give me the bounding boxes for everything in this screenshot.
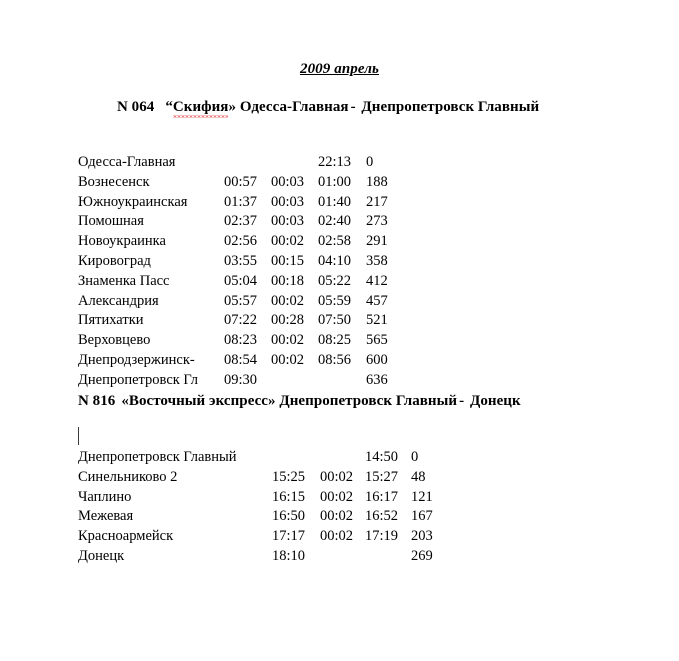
- stop-duration: 00:02: [320, 528, 354, 545]
- stop-duration: 00:02: [271, 351, 305, 368]
- stop-duration: 00:28: [271, 312, 305, 329]
- stop-departure: 05:22: [318, 272, 352, 289]
- stop-station: Днепропетровск Главный: [78, 449, 237, 465]
- stop-station: Красноармейск: [78, 528, 174, 545]
- train-name-816: «Восточный экспресс»: [121, 393, 276, 409]
- train-destination-064: Днепропетровск Главный: [361, 99, 540, 115]
- stop-distance: 358: [366, 252, 388, 269]
- stop-distance: 0: [366, 154, 374, 170]
- stop-departure: 22:13: [318, 154, 352, 170]
- train-number-816: N 816: [78, 393, 116, 409]
- page-title: 2009 апрель: [299, 61, 380, 77]
- route-separator-816: -: [459, 393, 465, 409]
- stop-distance: 521: [366, 312, 388, 329]
- quote-open-064: “: [165, 99, 173, 115]
- stop-duration: 00:15: [271, 252, 305, 269]
- stop-distance: 188: [366, 173, 388, 190]
- stop-station: Верховцево: [78, 332, 151, 349]
- stop-arrival: 18:10: [272, 547, 306, 564]
- stop-station: Межевая: [78, 508, 134, 525]
- stop-station: Новоукраинка: [78, 233, 166, 250]
- stop-departure: 14:50: [365, 449, 399, 465]
- stop-distance: 121: [411, 488, 433, 505]
- stop-arrival: 16:15: [272, 488, 306, 505]
- stop-distance: 269: [411, 547, 433, 564]
- stop-departure: 16:17: [365, 488, 399, 505]
- stop-distance: 0: [411, 449, 419, 465]
- stop-station: Днепропетровск Гл: [78, 371, 198, 388]
- stop-station: Знаменка Пасс: [78, 272, 170, 289]
- stop-distance: 600: [366, 351, 388, 368]
- stop-duration: 00:02: [320, 508, 354, 525]
- train-heading-064: [117, 99, 539, 116]
- stop-station: Донецк: [78, 547, 125, 564]
- stop-station: Днепродзержинск-: [78, 351, 195, 368]
- stop-arrival: 02:37: [224, 213, 258, 230]
- stop-station: Помошная: [78, 213, 144, 230]
- stop-distance: 273: [366, 213, 388, 230]
- stop-departure: 01:40: [318, 193, 352, 210]
- stop-arrival: 07:22: [224, 312, 258, 329]
- stop-departure: 08:56: [318, 351, 352, 368]
- stop-duration: 00:03: [271, 173, 305, 190]
- stop-arrival: 03:55: [224, 252, 258, 269]
- stop-station: Чаплино: [78, 488, 132, 505]
- stop-distance: 412: [366, 272, 388, 289]
- stop-distance: 203: [411, 528, 433, 545]
- stop-distance: 167: [411, 508, 433, 525]
- stop-arrival: 08:23: [224, 332, 258, 349]
- stop-distance: 565: [366, 332, 388, 349]
- stop-station: Синельниково 2: [78, 468, 178, 485]
- train-origin-064: Одесса-Главная: [239, 99, 349, 115]
- train-heading-816: [78, 393, 521, 410]
- route-separator-064: -: [350, 99, 356, 115]
- stop-departure: 15:27: [365, 468, 399, 485]
- train-number-064: N 064: [117, 99, 155, 115]
- stop-arrival: 17:17: [272, 528, 306, 545]
- stop-station: Вознесенск: [78, 173, 150, 190]
- stop-station: Одесса-Главная: [78, 154, 176, 170]
- stop-station: Южноукраинская: [78, 193, 188, 210]
- stop-distance: 457: [366, 292, 388, 309]
- stop-distance: 217: [366, 193, 388, 210]
- stop-duration: 00:02: [271, 233, 305, 250]
- stop-duration: 00:02: [271, 332, 305, 349]
- stop-arrival: 05:04: [224, 272, 258, 289]
- train-origin-816: Днепропетровск Главный: [279, 393, 458, 409]
- stop-station: Александрия: [78, 292, 159, 309]
- stop-arrival: 00:57: [224, 173, 258, 190]
- stop-station: Пятихатки: [78, 312, 144, 329]
- stop-distance: 291: [366, 233, 388, 250]
- stop-departure: 16:52: [365, 508, 399, 525]
- stop-departure: 07:50: [318, 312, 352, 329]
- stop-duration: 00:03: [271, 213, 305, 230]
- stop-departure: 04:10: [318, 252, 352, 269]
- stop-duration: 00:18: [271, 272, 305, 289]
- stop-departure: 08:25: [318, 332, 352, 349]
- text-cursor: [78, 427, 79, 445]
- stop-duration: 00:03: [271, 193, 305, 210]
- stop-arrival: 15:25: [272, 468, 306, 485]
- stop-distance: 636: [366, 371, 388, 388]
- stop-arrival: 05:57: [224, 292, 258, 309]
- stop-arrival: 08:54: [224, 351, 258, 368]
- stop-departure: 02:58: [318, 233, 352, 250]
- stop-duration: 00:02: [320, 468, 354, 485]
- stop-departure: 05:59: [318, 292, 352, 309]
- stop-departure: 01:00: [318, 173, 352, 190]
- stop-departure: 02:40: [318, 213, 352, 230]
- stop-station: Кировоград: [78, 252, 151, 269]
- stop-arrival: 09:30: [224, 371, 258, 388]
- stop-duration: 00:02: [271, 292, 305, 309]
- stop-arrival: 01:37: [224, 193, 258, 210]
- stop-arrival: 16:50: [272, 508, 306, 525]
- stop-arrival: 02:56: [224, 233, 258, 250]
- stop-duration: 00:02: [320, 488, 354, 505]
- train-name-064-misspelled[interactable]: Скифия: [172, 99, 229, 115]
- quote-close-064: »: [228, 99, 237, 115]
- stop-departure: 17:19: [365, 528, 399, 545]
- stop-distance: 48: [411, 468, 426, 485]
- train-destination-816: Донецк: [469, 393, 521, 409]
